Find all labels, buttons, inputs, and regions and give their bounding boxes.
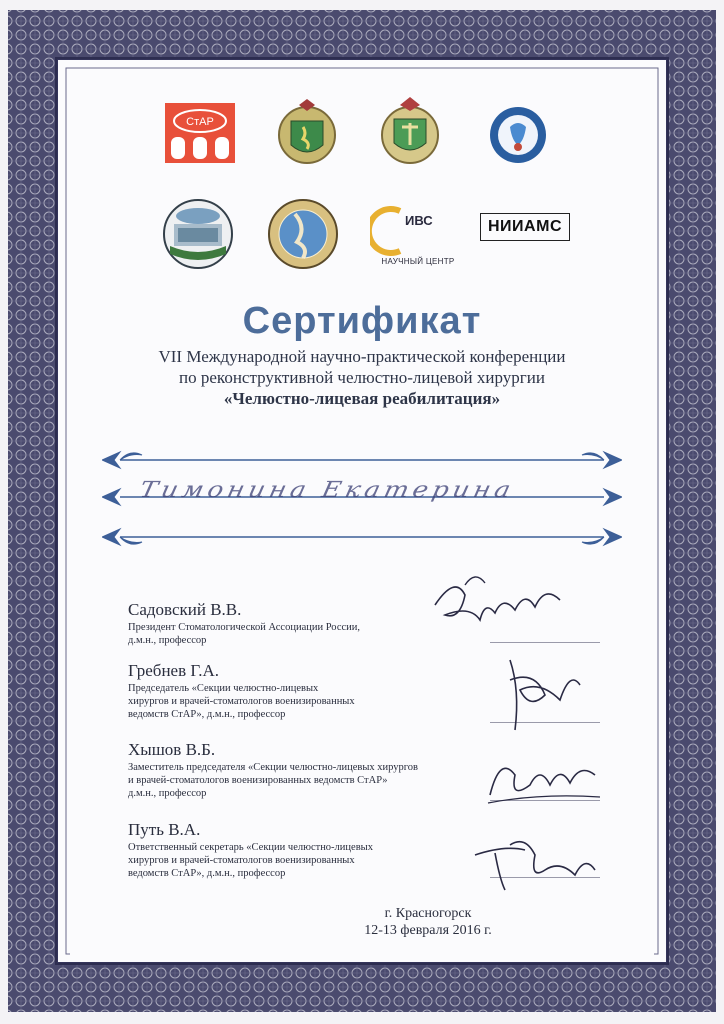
star-logo-text: СтАР bbox=[186, 116, 214, 128]
dental-society-emblem bbox=[488, 105, 548, 165]
signatory-2 bbox=[128, 661, 418, 721]
medical-emblem-logo bbox=[275, 97, 339, 169]
signatory-1 bbox=[128, 600, 448, 647]
recipient-name: Тимонина Екатерина bbox=[137, 477, 517, 503]
conference-line-1: VII Международной научно-практической конференции bbox=[158, 347, 566, 366]
signatory-3 bbox=[128, 740, 468, 800]
signatory-name: Садовский В.В. bbox=[128, 600, 242, 619]
military-medical-emblem bbox=[378, 97, 442, 169]
certificate-body bbox=[70, 75, 654, 955]
signature-sadovsky bbox=[425, 565, 575, 645]
medical-academy-logo bbox=[162, 198, 234, 270]
ivs-logo-text: ИВС bbox=[405, 213, 433, 228]
signatory-name: Хышов В.Б. bbox=[128, 740, 216, 759]
certificate-title: Сертификат bbox=[242, 300, 482, 342]
signatory-title: Президент Стоматологической Ассоциации России, д.м.н., профессор bbox=[128, 622, 360, 646]
signatory-name: Гребнев Г.А. bbox=[128, 661, 220, 680]
signature-khyshov bbox=[480, 745, 610, 815]
conference-name: «Челюстно-лицевая реабилитация» bbox=[223, 389, 501, 408]
ivs-caption: НАУЧНЫЙ ЦЕНТР bbox=[381, 257, 455, 266]
section-emblem bbox=[267, 198, 339, 270]
signatory-name: Путь В.А. bbox=[128, 820, 201, 839]
signatory-4 bbox=[128, 820, 428, 880]
event-date: 12-13 февраля 2016 г. bbox=[364, 923, 492, 938]
conference-line-2: по реконструктивной челюстно-лицевой хирургии bbox=[179, 368, 545, 387]
niiams-logo: НИИАМС bbox=[480, 213, 570, 241]
signatory-title: Председатель «Секции челюстно-лицевых хирургов и врачей-стоматологов военизированных ведомств СтАР», д.м.н., профессор bbox=[128, 683, 355, 720]
signatory-title: Ответственный секретарь «Секции челюстно-лицевых хирургов и врачей-стоматологов военизированных ведомств СтАР», д.м.н., профессор bbox=[128, 842, 373, 879]
signature-grebnev bbox=[490, 650, 600, 740]
city: г. Красногорск bbox=[384, 906, 472, 921]
signature-put bbox=[465, 825, 605, 900]
star-association-logo bbox=[165, 103, 235, 163]
signatory-title: Заместитель председателя «Секции челюстно-лицевых хирургов и врачей-стоматологов военизированных ведомств СтАР» д.м.н., профессор bbox=[128, 762, 419, 799]
